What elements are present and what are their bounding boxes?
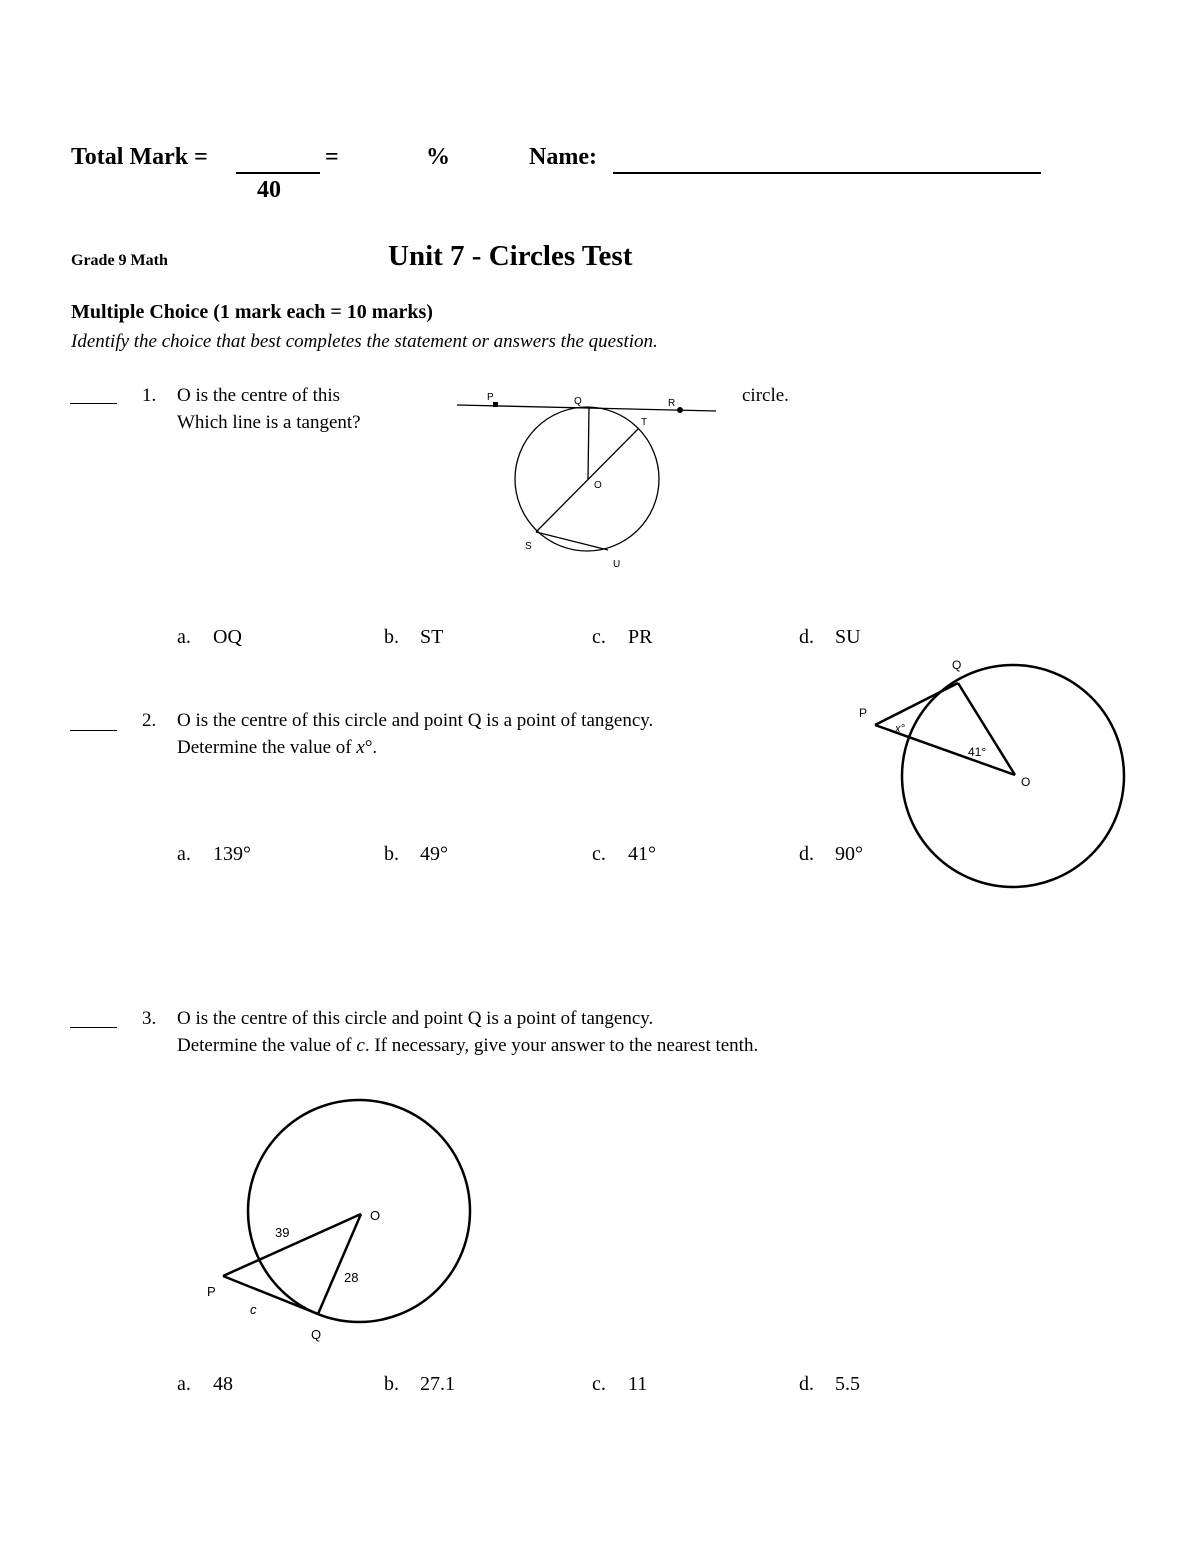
question-1-line1: O is the centre of this [177, 385, 341, 406]
option-text: 27.1 [420, 1373, 455, 1395]
total-mark-equals: = [325, 144, 339, 170]
option-letter: a. [177, 843, 191, 865]
tangent-pq3 [223, 1276, 318, 1314]
name-label: Name: [529, 144, 597, 170]
course-label: Grade 9 Math [71, 252, 168, 269]
total-mark-blank[interactable] [236, 172, 320, 174]
option-text: OQ [213, 626, 242, 648]
option-1b[interactable] [384, 626, 443, 649]
label-t: T [641, 417, 648, 428]
option-letter: d. [799, 626, 814, 648]
option-text: PR [628, 626, 653, 648]
question-3-figure [195, 1090, 485, 1350]
option-2d[interactable] [799, 843, 863, 866]
segment-qo [958, 683, 1015, 775]
option-letter: b. [384, 1373, 399, 1395]
circle-3 [248, 1100, 470, 1322]
section-instructions: Identify the choice that best completes the statement or answers the question. [71, 331, 658, 352]
label-28: 28 [344, 1270, 359, 1285]
label-o2: O [1021, 775, 1031, 789]
percent-sign: % [426, 144, 450, 170]
point-r [677, 407, 683, 413]
question-2-variable: x [356, 737, 365, 758]
option-1d[interactable] [799, 626, 861, 649]
answer-blank-1[interactable] [70, 403, 117, 404]
question-1-line2: Which line is a tangent? [177, 412, 361, 433]
label-x: x° [895, 723, 905, 735]
segment-st [536, 429, 638, 532]
label-u: U [613, 559, 621, 570]
option-1c[interactable] [592, 626, 652, 649]
option-text: 139° [213, 843, 251, 865]
option-letter: a. [177, 1373, 191, 1395]
question-2-line2-suffix: °. [364, 737, 378, 758]
question-3-line2 [177, 1032, 758, 1059]
option-text: 11 [628, 1373, 648, 1395]
question-3-line1: O is the centre of this circle and point Q is a point of tangency. [177, 1008, 654, 1029]
segment-su [536, 532, 608, 550]
option-2c[interactable] [592, 843, 656, 866]
question-2-line2 [177, 734, 377, 761]
question-number-2: 2. [142, 710, 157, 731]
option-letter: d. [799, 843, 814, 865]
option-letter: d. [799, 1373, 814, 1395]
page-title: Unit 7 - Circles Test [388, 240, 633, 272]
option-letter: b. [384, 843, 399, 865]
option-3d[interactable] [799, 1373, 860, 1396]
name-blank[interactable] [613, 172, 1041, 174]
option-text: SU [835, 626, 861, 648]
label-p3: P [207, 1284, 216, 1299]
circle-1 [515, 407, 659, 551]
question-3-variable: c [356, 1035, 365, 1056]
point-p [493, 402, 498, 407]
option-3b[interactable] [384, 1373, 455, 1396]
option-1a[interactable] [177, 626, 242, 649]
label-o3: O [370, 1208, 381, 1223]
option-2a[interactable] [177, 843, 251, 866]
label-p2: P [859, 706, 868, 720]
segment-oq3 [318, 1214, 361, 1314]
label-39: 39 [275, 1225, 290, 1240]
circle-2 [902, 665, 1124, 887]
segment-po3 [223, 1214, 361, 1276]
question-1-line1-end: circle. [742, 385, 789, 406]
question-1-figure [450, 385, 730, 575]
option-letter: a. [177, 626, 191, 648]
section-heading: Multiple Choice (1 mark each = 10 marks) [71, 301, 433, 323]
question-3-line2-suffix: . If necessary, give your answer to the nearest tenth. [364, 1035, 759, 1056]
option-3c[interactable] [592, 1373, 647, 1396]
answer-blank-2[interactable] [70, 730, 117, 731]
label-p: P [487, 392, 494, 403]
option-letter: c. [592, 843, 606, 865]
segment-oq [588, 407, 589, 479]
question-2-line2-prefix: Determine the value of [177, 737, 357, 758]
question-number-1: 1. [142, 385, 157, 406]
option-text: 41° [628, 843, 656, 865]
label-r: R [668, 398, 676, 409]
answer-blank-3[interactable] [70, 1027, 117, 1028]
option-3a[interactable] [177, 1373, 233, 1396]
question-3-line2-prefix: Determine the value of [177, 1035, 357, 1056]
total-mark-label: Total Mark = [71, 144, 208, 170]
option-text: 5.5 [835, 1373, 860, 1395]
option-text: ST [420, 626, 444, 648]
question-number-3: 3. [142, 1008, 157, 1029]
label-q: Q [574, 396, 582, 407]
option-text: 48 [213, 1373, 233, 1395]
label-angle-41: 41° [968, 745, 987, 759]
option-letter: c. [592, 626, 606, 648]
label-c: c [250, 1302, 257, 1317]
total-mark-denominator: 40 [257, 177, 281, 203]
question-2-line1: O is the centre of this circle and point Q is a point of tangency. [177, 710, 654, 731]
label-s: S [525, 541, 532, 552]
label-q2: Q [952, 658, 962, 672]
option-text: 90° [835, 843, 863, 865]
label-q3: Q [311, 1327, 322, 1342]
question-2-figure [850, 655, 1140, 895]
option-2b[interactable] [384, 843, 448, 866]
option-letter: b. [384, 626, 399, 648]
option-text: 49° [420, 843, 448, 865]
label-o: O [594, 480, 602, 491]
option-letter: c. [592, 1373, 606, 1395]
